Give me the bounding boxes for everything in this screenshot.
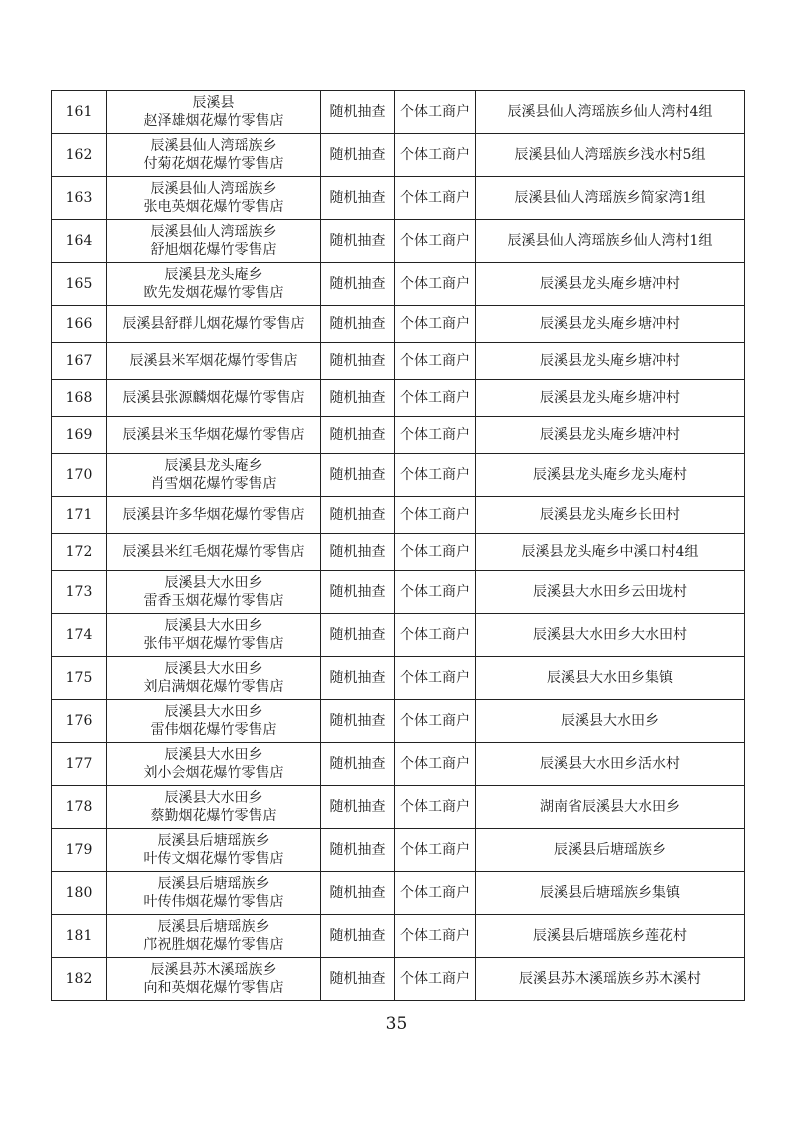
- inspection-method-cell: 随机抽查: [321, 571, 395, 614]
- row-number-cell: 169: [52, 417, 107, 454]
- store-name-line: 辰溪县大水田乡: [164, 747, 263, 763]
- inspection-method-cell: 随机抽查: [321, 91, 395, 134]
- inspection-method-cell: 随机抽查: [321, 614, 395, 657]
- table-row: [52, 915, 745, 958]
- row-number-cell: 177: [52, 743, 107, 786]
- store-name-line: 雷香玉烟花爆竹零售店: [143, 593, 284, 609]
- store-name-line: 叶传文烟花爆竹零售店: [143, 851, 284, 867]
- row-number-cell: 173: [52, 571, 107, 614]
- table-row: [52, 743, 745, 786]
- store-name-cell: [107, 657, 321, 700]
- table-row: [52, 657, 745, 700]
- row-number-cell: 170: [52, 454, 107, 497]
- inspection-table: [51, 90, 745, 1001]
- inspection-method-cell: 随机抽查: [321, 454, 395, 497]
- table-row: [52, 134, 745, 177]
- store-name-line: 辰溪县大水田乡: [164, 704, 263, 720]
- row-number-cell: 172: [52, 534, 107, 571]
- table-row: [52, 571, 745, 614]
- inspection-method-cell: 随机抽查: [321, 786, 395, 829]
- store-name-cell: [107, 454, 321, 497]
- store-name-line: 辰溪县米玉华烟花爆竹零售店: [122, 427, 305, 443]
- entity-type-cell: 个体工商户: [395, 177, 476, 220]
- store-name-line: 向和英烟花爆竹零售店: [143, 980, 284, 996]
- row-number-cell: 161: [52, 91, 107, 134]
- store-name-line: 辰溪县许多华烟花爆竹零售店: [122, 507, 305, 523]
- inspection-method-cell: 随机抽查: [321, 872, 395, 915]
- entity-type-cell: 个体工商户: [395, 657, 476, 700]
- inspection-method-cell: 随机抽查: [321, 958, 395, 1001]
- entity-type-cell: 个体工商户: [395, 829, 476, 872]
- store-name-cell: [107, 306, 321, 343]
- table-row: [52, 614, 745, 657]
- store-name-line: 辰溪县大水田乡: [164, 790, 263, 806]
- table-row: [52, 380, 745, 417]
- store-name-cell: [107, 417, 321, 454]
- store-name-cell: [107, 872, 321, 915]
- store-name-line: 辰溪县龙头庵乡: [164, 458, 263, 474]
- store-name-line: 辰溪县大水田乡: [164, 618, 263, 634]
- row-number-cell: 174: [52, 614, 107, 657]
- address-cell: 辰溪县大水田乡集镇: [476, 657, 745, 700]
- entity-type-cell: 个体工商户: [395, 872, 476, 915]
- address-cell: 辰溪县龙头庵乡塘冲村: [476, 380, 745, 417]
- entity-type-cell: 个体工商户: [395, 306, 476, 343]
- address-cell: 辰溪县龙头庵乡塘冲村: [476, 306, 745, 343]
- store-name-cell: [107, 915, 321, 958]
- store-name-cell: [107, 380, 321, 417]
- entity-type-cell: 个体工商户: [395, 700, 476, 743]
- store-name-line: 张伟平烟花爆竹零售店: [143, 636, 284, 652]
- store-name-line: 欧先发烟花爆竹零售店: [143, 285, 284, 301]
- address-cell: 辰溪县大水田乡: [476, 700, 745, 743]
- row-number-cell: 165: [52, 263, 107, 306]
- address-cell: 辰溪县龙头庵乡塘冲村: [476, 343, 745, 380]
- store-name-line: 辰溪县大水田乡: [164, 575, 263, 591]
- store-name-cell: [107, 743, 321, 786]
- entity-type-cell: 个体工商户: [395, 91, 476, 134]
- table-row: [52, 454, 745, 497]
- store-name-line: 叶传伟烟花爆竹零售店: [143, 894, 284, 910]
- address-cell: 辰溪县仙人湾瑶族乡浅水村5组: [476, 134, 745, 177]
- store-name-cell: [107, 534, 321, 571]
- store-name-cell: [107, 134, 321, 177]
- row-number-cell: 176: [52, 700, 107, 743]
- entity-type-cell: 个体工商户: [395, 134, 476, 177]
- store-name-line: 辰溪县张源麟烟花爆竹零售店: [122, 390, 305, 406]
- table-row: [52, 177, 745, 220]
- inspection-method-cell: 随机抽查: [321, 134, 395, 177]
- address-cell: 辰溪县龙头庵乡塘冲村: [476, 417, 745, 454]
- store-name-cell: [107, 91, 321, 134]
- store-name-cell: [107, 829, 321, 872]
- row-number-cell: 182: [52, 958, 107, 1001]
- address-cell: 辰溪县后塘瑶族乡: [476, 829, 745, 872]
- store-name-line: 蔡勤烟花爆竹零售店: [150, 808, 277, 824]
- table-row: [52, 534, 745, 571]
- inspection-method-cell: 随机抽查: [321, 497, 395, 534]
- address-cell: 辰溪县龙头庵乡龙头庵村: [476, 454, 745, 497]
- store-name-line: 辰溪县苏木溪瑶族乡: [150, 962, 277, 978]
- store-name-cell: [107, 958, 321, 1001]
- store-name-line: 辰溪县仙人湾瑶族乡: [150, 181, 277, 197]
- address-cell: 辰溪县大水田乡活水村: [476, 743, 745, 786]
- row-number-cell: 175: [52, 657, 107, 700]
- address-cell: 辰溪县苏木溪瑶族乡苏木溪村: [476, 958, 745, 1001]
- inspection-method-cell: 随机抽查: [321, 417, 395, 454]
- store-name-line: 辰溪县后塘瑶族乡: [157, 833, 270, 849]
- table-row: [52, 700, 745, 743]
- inspection-method-cell: 随机抽查: [321, 700, 395, 743]
- inspection-method-cell: 随机抽查: [321, 263, 395, 306]
- inspection-method-cell: 随机抽查: [321, 534, 395, 571]
- store-name-line: 赵泽雄烟花爆竹零售店: [143, 113, 284, 129]
- store-name-line: 辰溪县仙人湾瑶族乡: [150, 224, 277, 240]
- inspection-method-cell: 随机抽查: [321, 177, 395, 220]
- table-row: [52, 497, 745, 534]
- row-number-cell: 171: [52, 497, 107, 534]
- row-number-cell: 181: [52, 915, 107, 958]
- row-number-cell: 167: [52, 343, 107, 380]
- store-name-line: 雷伟烟花爆竹零售店: [150, 722, 277, 738]
- entity-type-cell: 个体工商户: [395, 614, 476, 657]
- store-name-cell: [107, 263, 321, 306]
- inspection-method-cell: 随机抽查: [321, 306, 395, 343]
- entity-type-cell: 个体工商户: [395, 263, 476, 306]
- address-cell: 辰溪县仙人湾瑶族乡简家湾1组: [476, 177, 745, 220]
- page-number: 35: [385, 1014, 408, 1034]
- row-number-cell: 163: [52, 177, 107, 220]
- address-cell: 辰溪县龙头庵乡塘冲村: [476, 263, 745, 306]
- entity-type-cell: 个体工商户: [395, 958, 476, 1001]
- table-body: [52, 91, 745, 1001]
- store-name-line: 辰溪县大水田乡: [164, 661, 263, 677]
- address-cell: 辰溪县大水田乡云田垅村: [476, 571, 745, 614]
- inspection-method-cell: 随机抽查: [321, 829, 395, 872]
- store-name-line: 辰溪县后塘瑶族乡: [157, 919, 270, 935]
- table-row: [52, 343, 745, 380]
- address-cell: 辰溪县龙头庵乡长田村: [476, 497, 745, 534]
- entity-type-cell: 个体工商户: [395, 220, 476, 263]
- address-cell: 辰溪县大水田乡大水田村: [476, 614, 745, 657]
- store-name-cell: [107, 177, 321, 220]
- inspection-method-cell: 随机抽查: [321, 743, 395, 786]
- inspection-method-cell: 随机抽查: [321, 915, 395, 958]
- address-cell: 辰溪县仙人湾瑶族乡仙人湾村4组: [476, 91, 745, 134]
- store-name-cell: [107, 700, 321, 743]
- store-name-line: 辰溪县米军烟花爆竹零售店: [129, 353, 298, 369]
- table-row: [52, 872, 745, 915]
- address-cell: 辰溪县仙人湾瑶族乡仙人湾村1组: [476, 220, 745, 263]
- store-name-cell: [107, 220, 321, 263]
- store-name-cell: [107, 343, 321, 380]
- entity-type-cell: 个体工商户: [395, 417, 476, 454]
- entity-type-cell: 个体工商户: [395, 786, 476, 829]
- entity-type-cell: 个体工商户: [395, 343, 476, 380]
- store-name-line: 辰溪县舒群儿烟花爆竹零售店: [122, 316, 305, 332]
- row-number-cell: 178: [52, 786, 107, 829]
- table-row: [52, 786, 745, 829]
- entity-type-cell: 个体工商户: [395, 380, 476, 417]
- table-row: [52, 263, 745, 306]
- store-name-line: 邝祝胜烟花爆竹零售店: [143, 937, 284, 953]
- store-name-line: 辰溪县仙人湾瑶族乡: [150, 138, 277, 154]
- table-row: [52, 958, 745, 1001]
- store-name-line: 辰溪县龙头庵乡: [164, 267, 263, 283]
- entity-type-cell: 个体工商户: [395, 915, 476, 958]
- store-name-line: 张电英烟花爆竹零售店: [143, 199, 284, 215]
- address-cell: 辰溪县后塘瑶族乡集镇: [476, 872, 745, 915]
- store-name-line: 刘启满烟花爆竹零售店: [143, 679, 284, 695]
- store-name-line: 辰溪县米红毛烟花爆竹零售店: [122, 544, 305, 560]
- store-name-cell: [107, 571, 321, 614]
- table-row: [52, 306, 745, 343]
- entity-type-cell: 个体工商户: [395, 497, 476, 534]
- store-name-line: 辰溪县后塘瑶族乡: [157, 876, 270, 892]
- inspection-method-cell: 随机抽查: [321, 380, 395, 417]
- table-row: [52, 829, 745, 872]
- store-name-cell: [107, 786, 321, 829]
- inspection-method-cell: 随机抽查: [321, 220, 395, 263]
- table-row: [52, 417, 745, 454]
- store-name-line: 刘小会烟花爆竹零售店: [143, 765, 284, 781]
- row-number-cell: 166: [52, 306, 107, 343]
- store-name-line: 辰溪县: [192, 95, 235, 111]
- store-name-cell: [107, 614, 321, 657]
- table-row: [52, 91, 745, 134]
- table-row: [52, 220, 745, 263]
- address-cell: 湖南省辰溪县大水田乡: [476, 786, 745, 829]
- entity-type-cell: 个体工商户: [395, 743, 476, 786]
- inspection-method-cell: 随机抽查: [321, 657, 395, 700]
- store-name-line: 舒旭烟花爆竹零售店: [150, 242, 277, 258]
- store-name-line: 付菊花烟花爆竹零售店: [143, 156, 284, 172]
- store-name-line: 肖雪烟花爆竹零售店: [150, 476, 277, 492]
- row-number-cell: 168: [52, 380, 107, 417]
- entity-type-cell: 个体工商户: [395, 571, 476, 614]
- row-number-cell: 162: [52, 134, 107, 177]
- row-number-cell: 164: [52, 220, 107, 263]
- entity-type-cell: 个体工商户: [395, 454, 476, 497]
- row-number-cell: 179: [52, 829, 107, 872]
- entity-type-cell: 个体工商户: [395, 534, 476, 571]
- address-cell: 辰溪县后塘瑶族乡莲花村: [476, 915, 745, 958]
- inspection-method-cell: 随机抽查: [321, 343, 395, 380]
- address-cell: 辰溪县龙头庵乡中溪口村4组: [476, 534, 745, 571]
- store-name-cell: [107, 497, 321, 534]
- row-number-cell: 180: [52, 872, 107, 915]
